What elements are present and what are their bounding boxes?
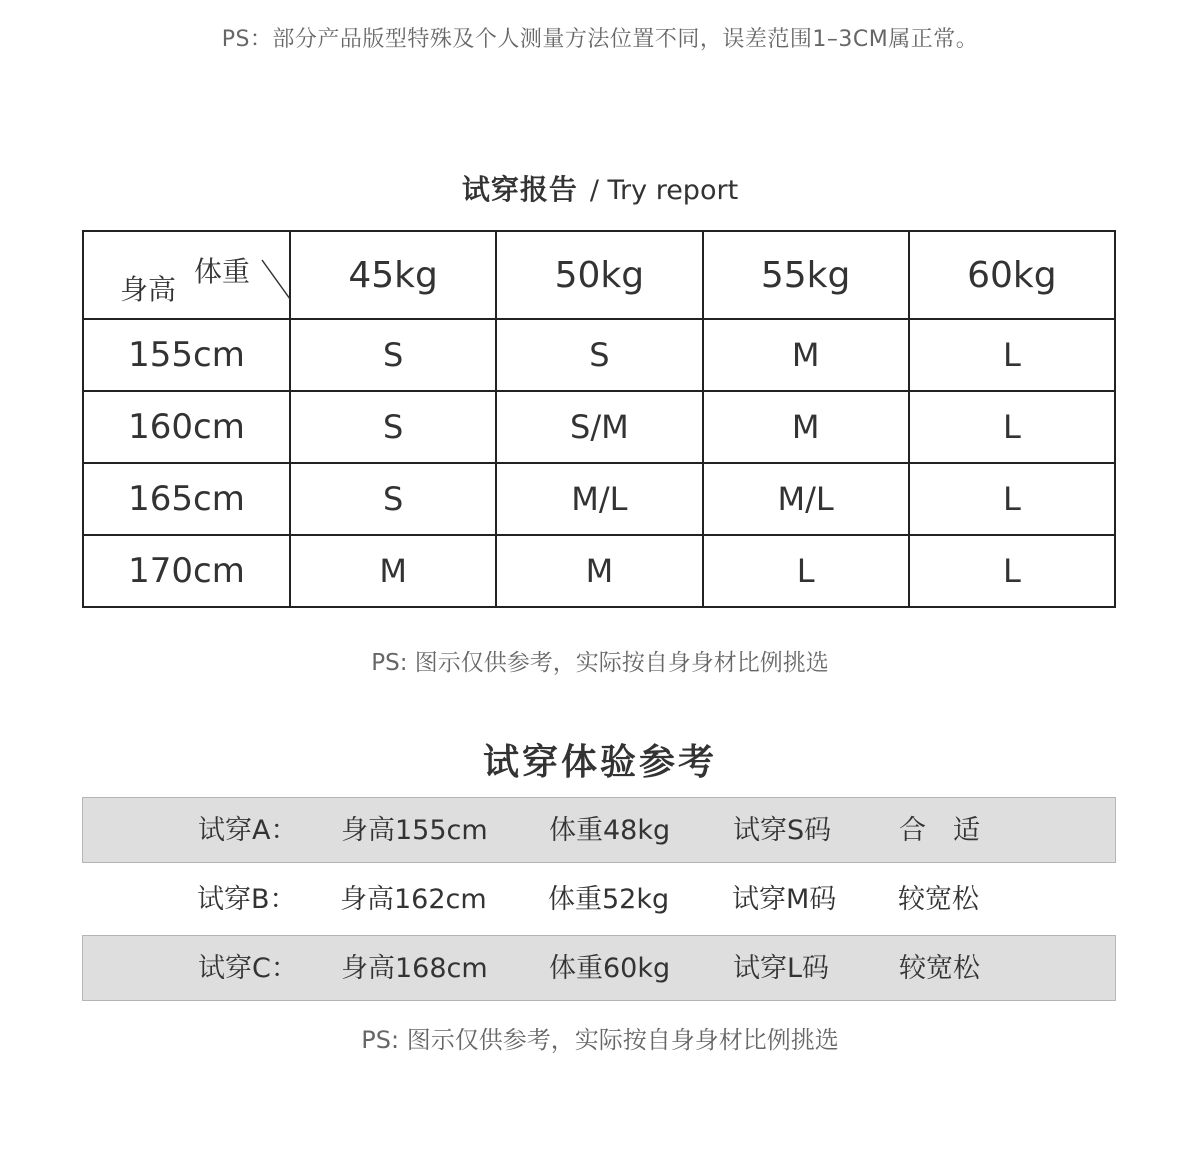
experience-title: 试穿体验参考 — [482, 742, 717, 783]
tester-weight: 体重48kg — [549, 815, 671, 846]
size-table-header-row — [83, 231, 1115, 319]
size-cell: M — [703, 319, 909, 391]
size-cell: S — [290, 463, 496, 535]
size-cell: M — [496, 535, 702, 607]
tester-label: 试穿C： — [198, 953, 298, 984]
tester-weight: 体重60kg — [549, 953, 671, 984]
tester-label: 试穿A： — [198, 815, 298, 846]
size-cell: M/L — [496, 463, 702, 535]
corner-header-cell — [83, 231, 290, 319]
table-row — [83, 463, 1115, 535]
weight-header-cell: 45kg — [290, 231, 496, 319]
size-cell: S — [290, 319, 496, 391]
size-cell: M — [290, 535, 496, 607]
experience-row-c — [82, 935, 1116, 1001]
tester-fit: 较宽松 — [898, 884, 979, 915]
weight-header-cell: 60kg — [909, 231, 1115, 319]
table-reference-note: PS: 图示仅供参考，实际按自身身材比例挑选 — [371, 650, 829, 676]
size-chart-table — [82, 230, 1116, 608]
weight-header-cell: 50kg — [496, 231, 702, 319]
tester-size: 试穿S码 — [733, 815, 832, 846]
tester-height: 身高162cm — [340, 884, 487, 915]
try-report-title — [0, 168, 1200, 208]
tester-size: 试穿M码 — [732, 884, 837, 915]
diagonal-divider — [84, 232, 291, 318]
size-cell: L — [909, 391, 1115, 463]
size-cell: S — [290, 391, 496, 463]
corner-height-label: 身高 — [120, 273, 177, 306]
tester-height: 身高168cm — [341, 953, 488, 984]
experience-row-b — [82, 867, 1116, 933]
tester-fit: 合 适 — [899, 815, 980, 846]
height-row-header: 165cm — [83, 463, 290, 535]
tester-label: 试穿B： — [197, 884, 297, 915]
height-row-header: 155cm — [83, 319, 290, 391]
size-cell: S/M — [496, 391, 702, 463]
try-report-title-cn: 试穿报告 — [461, 173, 578, 206]
experience-row-a — [82, 797, 1116, 863]
weight-header-cell: 55kg — [703, 231, 909, 319]
tester-size: 试穿L码 — [733, 953, 830, 984]
tester-fit: 较宽松 — [899, 953, 980, 984]
table-row — [83, 391, 1115, 463]
table-row — [83, 319, 1115, 391]
experience-reference-note: PS: 图示仅供参考，实际按自身身材比例挑选 — [361, 1026, 839, 1054]
height-row-header: 170cm — [83, 535, 290, 607]
tester-weight: 体重52kg — [548, 884, 670, 915]
table-row — [83, 535, 1115, 607]
size-cell: L — [909, 463, 1115, 535]
size-cell: L — [909, 535, 1115, 607]
size-cell: M — [703, 391, 909, 463]
size-cell: L — [909, 319, 1115, 391]
size-cell: S — [496, 319, 702, 391]
measurement-error-note: PS：部分产品版型特殊及个人测量方法位置不同，误差范围1–3CM属正常。 — [221, 27, 979, 52]
size-cell: L — [703, 535, 909, 607]
size-cell: M/L — [703, 463, 909, 535]
height-row-header: 160cm — [83, 391, 290, 463]
corner-weight-label: 体重 — [194, 255, 251, 288]
tester-height: 身高155cm — [341, 815, 488, 846]
try-report-title-en: / Try report — [589, 175, 739, 206]
